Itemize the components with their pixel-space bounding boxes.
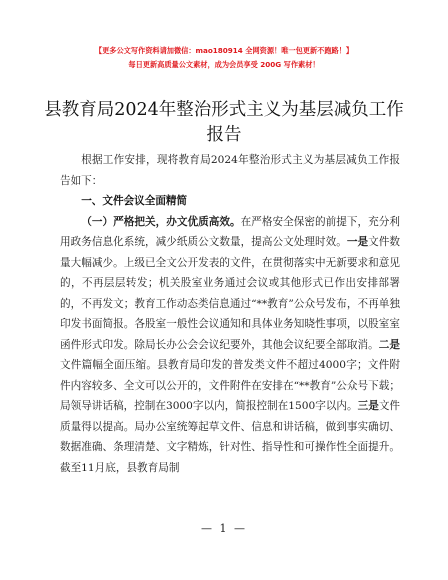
subsection-text: 在严格安全保密的前提下，充分利用政务信息化系统，减少纸质公文数量，提高公文处理时效。 xyxy=(60,215,401,248)
point-text: 文件质量得以提高。局办公室统筹起草文件、信息和讲话稿，做到事实确切、数据准确、条理清楚、文字精炼，针对性、指导性和可操作性全面提升。截至11月底，县教育局制 xyxy=(60,400,401,474)
subsection-heading: （一）严格把关，办文优质高效。 xyxy=(81,215,241,228)
point-text: 文件数量大幅减少。上级已全文公开发表的文件，在贯彻落实中无新要求和意见的，不再层层转发；机关股室业务通过会议或其他形式已作出安排部署的，不再发文；教育工作动态类信息通过“**教育”公众号发布，不再单独印发书面简报。各股室一般性会议通知和具体业务知晓性事项，以股室室函件形式印发。除局长办公会会议纪要外，其他会议纪要全部取消。 xyxy=(60,236,401,351)
promo-banner-line-2: 每日更新高质量公文素材，成为会员享受 200G 写作素材！ xyxy=(128,60,320,69)
point-label: 三是 xyxy=(357,400,379,412)
point-text: 文件篇幅全面压缩。县教育局印发的普发类文件不超过4000字；文件附件内容较多、全文可以公开的，文件附件在安排在“**教育”公众号下载；局领导讲话稿，控制在3000字以内，简报控制在1500字以内。 xyxy=(60,359,400,412)
intro-paragraph: 根据工作安排，现将教育局2024年整治形式主义为基层减负工作报告如下： xyxy=(60,154,400,187)
page-number: — 1 — xyxy=(201,522,247,535)
point-label: 二是 xyxy=(378,338,401,351)
point-label: 一是 xyxy=(346,236,369,248)
subsection-paragraph xyxy=(60,212,400,479)
section-heading: 一、文件会议全面精简 xyxy=(81,195,188,207)
document-body xyxy=(60,150,400,478)
promo-banner-line-1: 【更多公文写作资料请加微信：mao180914 全网资源！唯一包更新不跑路！】 xyxy=(94,46,354,55)
document-title: 县教育局2024年整治形式主义为基层减负工作报告 xyxy=(44,100,404,145)
